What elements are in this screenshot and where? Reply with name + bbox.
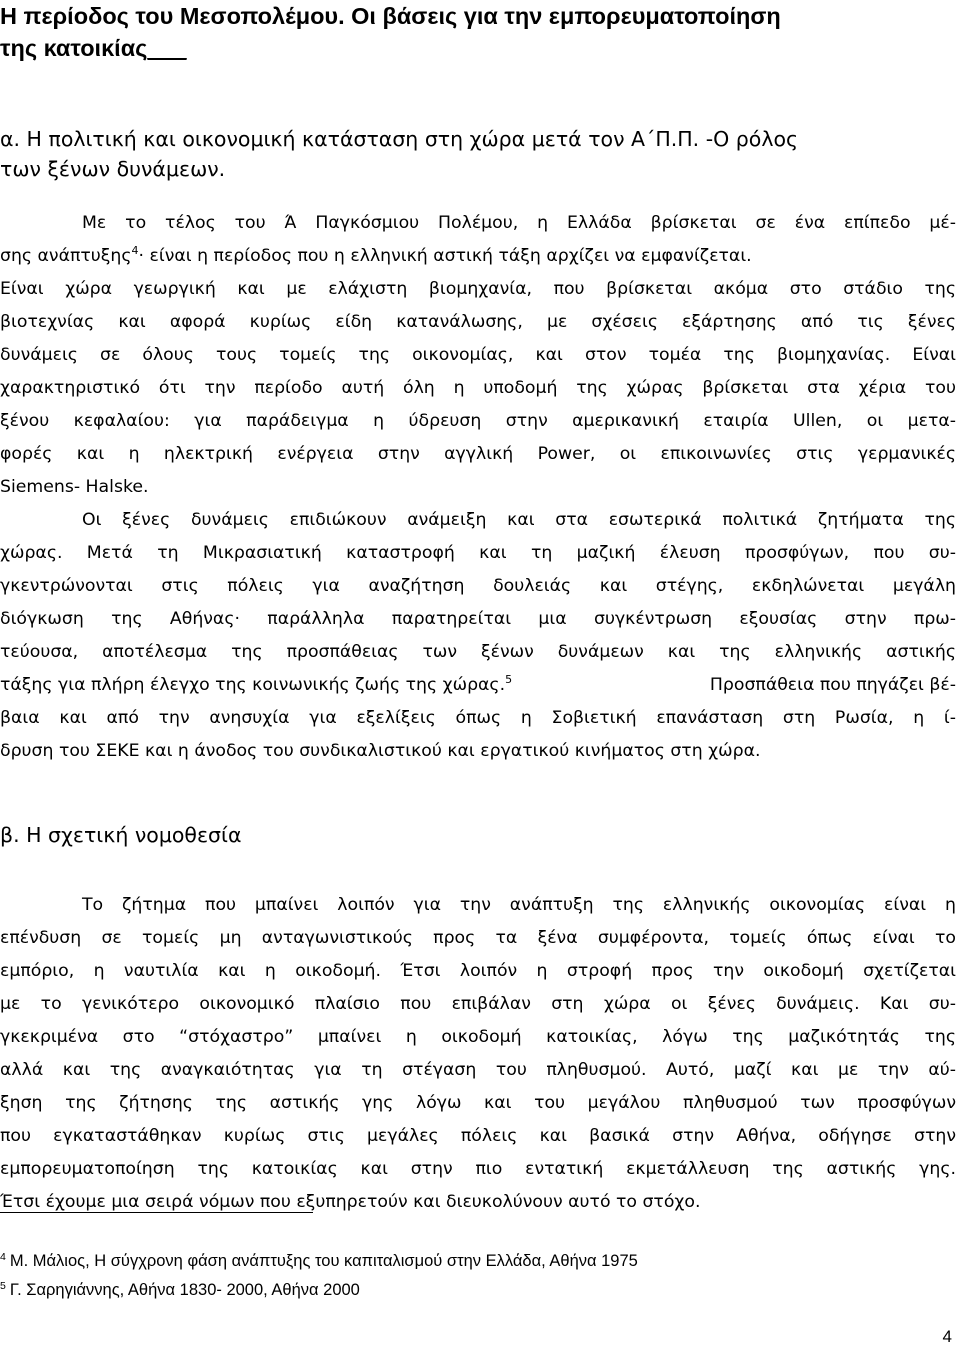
paragraph-line: Με το τέλος του Ά Παγκόσμιου Πολέμου, η Ελλάδα βρίσκεται σε ένα επίπεδο μέ-	[82, 213, 956, 233]
paragraph-line: χαρακτηριστικό ότι την περίοδο αυτή όλη η υποδομή της χώρας βρίσκεται στα χέρια του	[0, 378, 956, 398]
title-blank: ___	[147, 35, 187, 61]
paragraph-line: ξένου κεφαλαίου: για παράδειγμα η ύδρευση στην αμερικανική εταιρία Ullen, οι μετα-	[0, 411, 956, 431]
footnote-text: Γ. Σαρηγιάννης, Αθήνα 1830- 2000, Αθήνα 2000	[9, 1281, 360, 1299]
paragraph-line: Είναι χώρα γεωργική και με ελάχιστη βιομηχανία, που βρίσκεται ακόμα στο στάδιο της	[0, 279, 956, 299]
footnote-separator	[0, 1212, 313, 1213]
paragraph-line: γκεκριμένα στο “στόχαστρο” μπαίνει η οικοδομή κατοικίας, λόγω της μαζικότητάς της	[0, 1027, 956, 1047]
section-b-heading: β. Η σχετική νομοθεσία	[0, 823, 242, 847]
section-a-heading-line-2: των ξένων δυνάμεων.	[0, 157, 226, 181]
paragraph-line: τεύουσα, αποτέλεσμα της προσπάθειας των ξένων δυνάμεων και της ελληνικής αστικής	[0, 642, 956, 662]
page-number: 4	[942, 1327, 952, 1346]
paragraph-line: Οι ξένες δυνάμεις επιδιώκουν ανάμειξη και στα εσωτερικά πολιτικά ζητήματα της	[82, 510, 956, 530]
paragraph-line: τάξης για πλήρη έλεγχο της κοινωνικής ζωής της χώρας.$^5$ Προσπάθεια που πηγάζει βέ-	[0, 673, 956, 695]
page-title	[0, 0, 950, 64]
paragraph-line: ξηση της ζήτησης της αστικής γης λόγω και του μεγάλου πληθυσμού των προσφύγων	[0, 1093, 956, 1113]
paragraph-line: γκεντρώνονται στις πόλεις για αναζήτηση δουλειάς και στέγης, εκδηλώνεται μεγάλη	[0, 576, 956, 596]
paragraph-line: που εγκαταστάθηκαν κυρίως στις μεγάλες πόλεις και βασικά στην Αθήνα, οδήγησε στην	[0, 1126, 956, 1146]
paragraph-line: Το ζήτημα που μπαίνει λοιπόν για την ανάπτυξη της ελληνικής οικονομίας είναι η	[82, 895, 956, 915]
paragraph-line: βαια και από την ανησυχία για εξελίξεις όπως η Σοβιετική επανάσταση στη Ρωσία, η ί-	[0, 708, 956, 728]
footnote-ref-5[interactable]: 5	[505, 673, 513, 687]
paragraph-line: εμπόριο, η ναυτιλία και η οικοδομή. Έτσι λοιπόν η στροφή προς την οικοδομή σχετίζεται	[0, 961, 956, 981]
footnote-4	[0, 1250, 638, 1272]
title-line-1: Η περίοδος του Μεσοπολέμου. Οι βάσεις για την εμπορευματοποίηση	[0, 3, 781, 29]
paragraph-line: χώρας. Μετά τη Μικρασιατική καταστροφή και τη μαζική έλευση προσφύγων, που συ-	[0, 543, 956, 563]
paragraph-line: αλλά και της αναγκαιότητας για τη στέγαση του πληθυσμού. Αυτό, μαζί και με την αύ-	[0, 1060, 956, 1080]
paragraph-line: διόγκωση της Αθήνας· παράλληλα παρατηρείται μια συγκέντρωση εξουσίας στην πρω-	[0, 609, 956, 629]
footnote-mark: 5	[0, 1279, 6, 1292]
paragraph-line: εμπορευματοποίηση της κατοικίας και στην πιο εντατική εκμετάλλευση της αστικής γης.	[0, 1159, 956, 1179]
section-a-heading	[0, 124, 798, 184]
paragraph-line: δρυση του ΣΕΚΕ και η άνοδος του συνδικαλιστικού και εργατικού κινήματος στη χώρα.	[0, 741, 761, 761]
paragraph-line: Siemens- Halske.	[0, 477, 149, 497]
footnote-text: Μ. Μάλιος, Η σύγχρονη φάση ανάπτυξης του καπιταλισμού στην Ελλάδα, Αθήνα 1975	[9, 1252, 638, 1270]
paragraph-line: με το γενικότερο οικονομικό πλαίσιο που επιβάλαν στη χώρα οι ξένες δυνάμεις. Και συ-	[0, 994, 956, 1014]
paragraph-line: σης ανάπτυξης$^4$· είναι η περίοδος που η ελληνική αστική τάξη αρχίζει να εμφανίζεται.	[0, 244, 752, 266]
footnote-mark: 4	[0, 1250, 6, 1263]
paragraph-line: φορές και η ηλεκτρική ενέργεια στην αγγλική Power, οι επικοινωνίες στις γερμανικές	[0, 444, 956, 464]
footnote-ref-4[interactable]: 4	[131, 244, 139, 258]
section-a-heading-line-1: α. Η πολιτική και οικονομική κατάσταση στη χώρα μετά τον Α΄Π.Π. -Ο ρόλος	[0, 127, 799, 151]
paragraph-line: δυνάμεις σε όλους τους τομείς της οικονομίας, και στον τομέα της βιομηχανίας. Είναι	[0, 345, 956, 365]
paragraph-line: βιοτεχνίας και αφορά κυρίως είδη κατανάλωσης, με σχέσεις εξάρτησης από τις ξένες	[0, 312, 956, 332]
title-line-2: της κατοικίας	[0, 35, 148, 61]
paragraph-line: Έτσι έχουμε μια σειρά νόμων που εξυπηρετούν και διευκολύνουν αυτό το στόχο.	[0, 1192, 701, 1212]
paragraph-line: επένδυση σε τομείς μη ανταγωνιστικούς προς τα ξένα συμφέροντα, τομείς όπως είναι το	[0, 928, 956, 948]
footnote-5	[0, 1279, 360, 1301]
